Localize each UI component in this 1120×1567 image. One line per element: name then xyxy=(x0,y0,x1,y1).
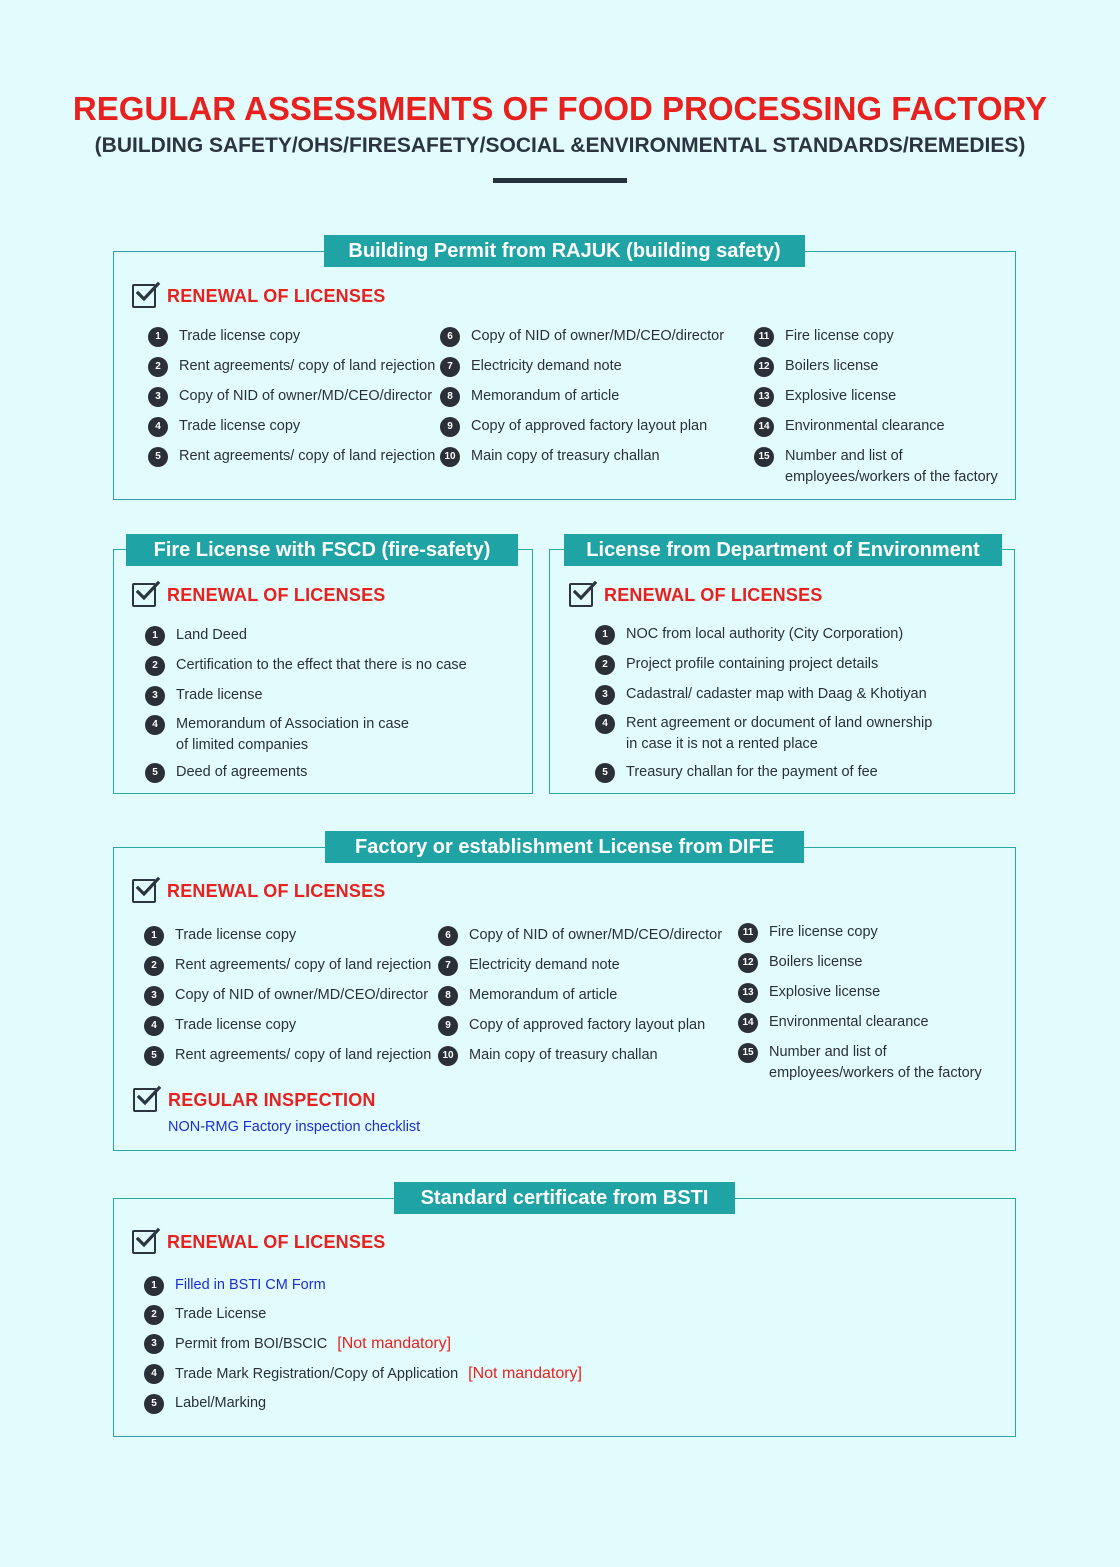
item-text-wrap xyxy=(179,446,435,467)
list-item xyxy=(144,1363,582,1385)
list-item xyxy=(144,1333,451,1355)
list-item xyxy=(440,446,660,467)
list-item xyxy=(144,985,428,1006)
list-item xyxy=(754,326,894,347)
item-number-badge: 5 xyxy=(145,763,165,783)
item-number-badge: 6 xyxy=(438,926,458,946)
item-text-wrap xyxy=(471,446,660,467)
item-text: Fire license copy xyxy=(769,924,878,940)
item-number-badge: 4 xyxy=(144,1364,164,1384)
item-text: Memorandum of Association in case xyxy=(176,716,409,732)
item-number-badge: 12 xyxy=(738,953,758,973)
item-text: Copy of NID of owner/MD/CEO/director xyxy=(471,328,725,344)
item-text-wrap xyxy=(785,446,998,488)
item-text-wrap xyxy=(626,713,932,755)
item-number-badge: 7 xyxy=(440,357,460,377)
item-text-wrap xyxy=(471,386,619,407)
list-item xyxy=(438,955,620,976)
list-item xyxy=(144,1275,326,1296)
item-text-line2: of limited companies xyxy=(176,737,309,753)
item-number-badge: 14 xyxy=(754,417,774,437)
item-text: Boilers license xyxy=(769,954,863,970)
item-number-badge: 2 xyxy=(148,357,168,377)
list-item xyxy=(145,655,467,676)
item-text-wrap xyxy=(471,326,724,347)
item-text-wrap xyxy=(176,714,409,756)
title-divider xyxy=(493,178,627,183)
item-text-wrap xyxy=(469,1015,705,1036)
item-number-badge: 15 xyxy=(754,447,774,467)
item-number-badge: 8 xyxy=(438,986,458,1006)
item-number-badge: 10 xyxy=(438,1046,458,1066)
item-text: Number and list of xyxy=(769,1044,887,1060)
item-text: Explosive license xyxy=(785,388,897,404)
item-text-wrap xyxy=(175,1363,582,1385)
item-number-badge: 5 xyxy=(144,1394,164,1414)
item-text: Environmental clearance xyxy=(785,418,945,434)
item-number-badge: 11 xyxy=(738,923,758,943)
dife-heading: Factory or establishment License from DIFE xyxy=(325,831,804,863)
item-number-badge: 1 xyxy=(144,1276,164,1296)
item-number-badge: 2 xyxy=(144,956,164,976)
item-text-wrap xyxy=(175,925,296,946)
item-text-wrap xyxy=(626,654,878,675)
item-number-badge: 3 xyxy=(148,387,168,407)
item-text: Rent agreement or document of land ownership xyxy=(626,715,933,731)
item-number-badge: 1 xyxy=(144,926,164,946)
item-text-wrap xyxy=(176,685,263,706)
item-number-badge: 2 xyxy=(145,656,165,676)
list-item xyxy=(595,713,932,755)
item-text-wrap xyxy=(769,952,863,973)
list-item xyxy=(440,416,707,437)
not-mandatory-note: [Not mandatory] xyxy=(468,1365,582,1382)
item-text: Project profile containing project details xyxy=(626,656,879,672)
item-text-wrap xyxy=(175,1275,326,1296)
item-text-wrap xyxy=(175,1333,451,1355)
list-item xyxy=(438,985,617,1006)
item-text: Explosive license xyxy=(769,984,881,1000)
item-text: Certification to the effect that there is no case xyxy=(176,657,467,673)
item-text: Environmental clearance xyxy=(769,1014,929,1030)
item-text-wrap xyxy=(469,985,617,1006)
item-number-badge: 5 xyxy=(148,447,168,467)
item-text: Treasury challan for the payment of fee xyxy=(626,764,878,780)
list-item xyxy=(738,922,878,943)
list-item xyxy=(738,952,863,973)
item-text: Main copy of treasury challan xyxy=(471,448,660,464)
doe-heading: License from Department of Environment xyxy=(564,534,1002,566)
list-item xyxy=(595,624,903,645)
item-text-wrap xyxy=(769,982,880,1003)
list-item xyxy=(754,356,879,377)
dife-renewal-heading: RENEWAL OF LICENSES xyxy=(132,879,386,903)
fscd-renewal-heading: RENEWAL OF LICENSES xyxy=(132,583,386,607)
bsti-heading: Standard certificate from BSTI xyxy=(394,1182,735,1214)
item-number-badge: 13 xyxy=(754,387,774,407)
item-text: Rent agreements/ copy of land rejection xyxy=(175,957,432,973)
item-text: Trade license copy xyxy=(179,418,301,434)
list-item xyxy=(148,446,435,467)
dife-inspection-heading: REGULAR INSPECTION xyxy=(133,1088,376,1112)
item-text: Permit from BOI/BSCIC xyxy=(175,1336,328,1352)
fscd-heading: Fire License with FSCD (fire-safety) xyxy=(126,534,518,566)
item-text-wrap xyxy=(176,762,307,783)
item-number-badge: 5 xyxy=(144,1046,164,1066)
item-text: Number and list of xyxy=(785,448,903,464)
item-text: Main copy of treasury challan xyxy=(469,1047,658,1063)
item-text-wrap xyxy=(471,416,707,437)
list-item xyxy=(595,654,878,675)
item-text-wrap xyxy=(175,1393,266,1414)
checkbox-icon xyxy=(132,284,156,308)
list-item xyxy=(754,446,998,488)
item-text: Land Deed xyxy=(176,627,247,643)
item-number-badge: 14 xyxy=(738,1013,758,1033)
item-number-badge: 5 xyxy=(595,763,615,783)
list-item xyxy=(438,1015,705,1036)
list-item xyxy=(595,762,878,783)
item-number-badge: 2 xyxy=(595,655,615,675)
list-item xyxy=(754,416,945,437)
item-text: Trade License xyxy=(175,1306,267,1322)
list-item xyxy=(738,1042,982,1084)
list-item xyxy=(144,1393,266,1414)
list-item xyxy=(754,386,896,407)
item-number-badge: 7 xyxy=(438,956,458,976)
item-number-badge: 10 xyxy=(440,447,460,467)
item-text: Trade license copy xyxy=(179,328,301,344)
item-text-wrap xyxy=(175,1015,296,1036)
list-item xyxy=(148,416,300,437)
list-item xyxy=(145,625,247,646)
item-text: Copy of NID of owner/MD/CEO/director xyxy=(179,388,433,404)
item-text-wrap xyxy=(769,1012,929,1033)
item-text: Copy of NID of owner/MD/CEO/director xyxy=(175,987,429,1003)
item-text-wrap xyxy=(179,416,300,437)
list-item xyxy=(148,386,432,407)
item-text: Electricity demand note xyxy=(471,358,622,374)
item-text: Trade Mark Registration/Copy of Application xyxy=(175,1366,459,1382)
item-text-wrap xyxy=(626,624,903,645)
item-text: Copy of approved factory layout plan xyxy=(469,1017,706,1033)
item-number-badge: 8 xyxy=(440,387,460,407)
item-text-wrap xyxy=(179,386,432,407)
item-text: Trade license copy xyxy=(175,1017,297,1033)
item-text: Memorandum of article xyxy=(471,388,620,404)
item-number-badge: 1 xyxy=(595,625,615,645)
item-text: Copy of approved factory layout plan xyxy=(471,418,708,434)
list-item xyxy=(144,955,431,976)
list-item xyxy=(438,925,722,946)
item-number-badge: 3 xyxy=(145,686,165,706)
not-mandatory-note: [Not mandatory] xyxy=(337,1335,452,1352)
list-item xyxy=(145,685,263,706)
item-text-wrap xyxy=(471,356,622,377)
checkbox-icon xyxy=(132,1230,156,1254)
item-text: Memorandum of article xyxy=(469,987,618,1003)
item-number-badge: 13 xyxy=(738,983,758,1003)
list-item xyxy=(440,386,619,407)
item-text: Filled in BSTI CM Form xyxy=(175,1277,326,1293)
item-text-line2: in case it is not a rented place xyxy=(626,736,818,752)
item-number-badge: 6 xyxy=(440,327,460,347)
checkbox-icon xyxy=(133,1088,157,1112)
item-number-badge: 3 xyxy=(144,986,164,1006)
item-text-wrap xyxy=(469,925,722,946)
list-item xyxy=(148,356,435,377)
item-number-badge: 3 xyxy=(595,685,615,705)
bsti-renewal-heading: RENEWAL OF LICENSES xyxy=(132,1230,386,1254)
item-text: NOC from local authority (City Corporation) xyxy=(626,626,904,642)
checkbox-icon xyxy=(132,583,156,607)
page-subtitle: (BUILDING SAFETY/OHS/FIRESAFETY/SOCIAL &ENVIRONMENTAL STANDARDS/REMEDIES) xyxy=(94,134,1026,157)
item-text-wrap xyxy=(785,326,894,347)
item-text-wrap xyxy=(785,356,879,377)
item-text: Deed of agreements xyxy=(176,764,308,780)
rajuk-renewal-heading: RENEWAL OF LICENSES xyxy=(132,284,386,308)
item-text-wrap xyxy=(469,955,620,976)
rajuk-heading: Building Permit from RAJUK (building safety) xyxy=(324,235,805,267)
item-text-wrap xyxy=(175,955,431,976)
list-item xyxy=(595,684,927,705)
item-text-line2: employees/workers of the factory xyxy=(785,469,998,485)
list-item xyxy=(144,925,296,946)
item-text: Trade license xyxy=(176,687,263,703)
item-text: Copy of NID of owner/MD/CEO/director xyxy=(469,927,723,943)
list-item xyxy=(738,982,880,1003)
list-item xyxy=(440,326,724,347)
item-number-badge: 9 xyxy=(440,417,460,437)
list-item xyxy=(144,1304,266,1325)
item-number-badge: 4 xyxy=(144,1016,164,1036)
item-text: Rent agreements/ copy of land rejection xyxy=(179,358,436,374)
item-text-wrap xyxy=(785,416,945,437)
inspection-checklist-link[interactable]: NON-RMG Factory inspection checklist xyxy=(168,1119,421,1135)
list-item xyxy=(148,326,300,347)
item-number-badge: 12 xyxy=(754,357,774,377)
checkbox-icon xyxy=(132,879,156,903)
item-text: Boilers license xyxy=(785,358,879,374)
list-item xyxy=(144,1015,296,1036)
item-text-wrap xyxy=(769,922,878,943)
item-text: Cadastral/ cadaster map with Daag & Khotiyan xyxy=(626,686,927,702)
item-text-wrap xyxy=(175,1045,431,1066)
item-text-wrap xyxy=(175,1304,266,1325)
item-number-badge: 11 xyxy=(754,327,774,347)
list-item xyxy=(145,762,307,783)
item-text-wrap xyxy=(626,684,927,705)
doe-renewal-heading: RENEWAL OF LICENSES xyxy=(569,583,823,607)
item-text-wrap xyxy=(179,326,300,347)
item-text-wrap xyxy=(785,386,896,407)
item-number-badge: 4 xyxy=(145,715,165,735)
list-item xyxy=(145,714,409,756)
item-text: Rent agreements/ copy of land rejection xyxy=(179,448,436,464)
item-text: Electricity demand note xyxy=(469,957,620,973)
item-number-badge: 9 xyxy=(438,1016,458,1036)
checkbox-icon xyxy=(569,583,593,607)
item-text-wrap xyxy=(469,1045,658,1066)
item-number-badge: 15 xyxy=(738,1043,758,1063)
item-text: Trade license copy xyxy=(175,927,297,943)
list-item xyxy=(144,1045,431,1066)
item-text-wrap xyxy=(176,625,247,646)
list-item xyxy=(738,1012,929,1033)
item-text: Label/Marking xyxy=(175,1395,267,1411)
item-number-badge: 4 xyxy=(595,714,615,734)
item-text: Fire license copy xyxy=(785,328,894,344)
list-item xyxy=(438,1045,658,1066)
item-text-wrap xyxy=(179,356,435,377)
item-number-badge: 4 xyxy=(148,417,168,437)
item-text: Rent agreements/ copy of land rejection xyxy=(175,1047,432,1063)
item-text-wrap xyxy=(175,985,428,1006)
item-text-wrap xyxy=(769,1042,982,1084)
item-number-badge: 1 xyxy=(148,327,168,347)
item-text-wrap xyxy=(626,762,878,783)
item-number-badge: 2 xyxy=(144,1305,164,1325)
item-number-badge: 3 xyxy=(144,1334,164,1354)
item-text-wrap xyxy=(176,655,467,676)
list-item xyxy=(440,356,622,377)
item-number-badge: 1 xyxy=(145,626,165,646)
page-title: REGULAR ASSESSMENTS OF FOOD PROCESSING FACTORY xyxy=(72,90,1048,127)
item-text-line2: employees/workers of the factory xyxy=(769,1065,982,1081)
